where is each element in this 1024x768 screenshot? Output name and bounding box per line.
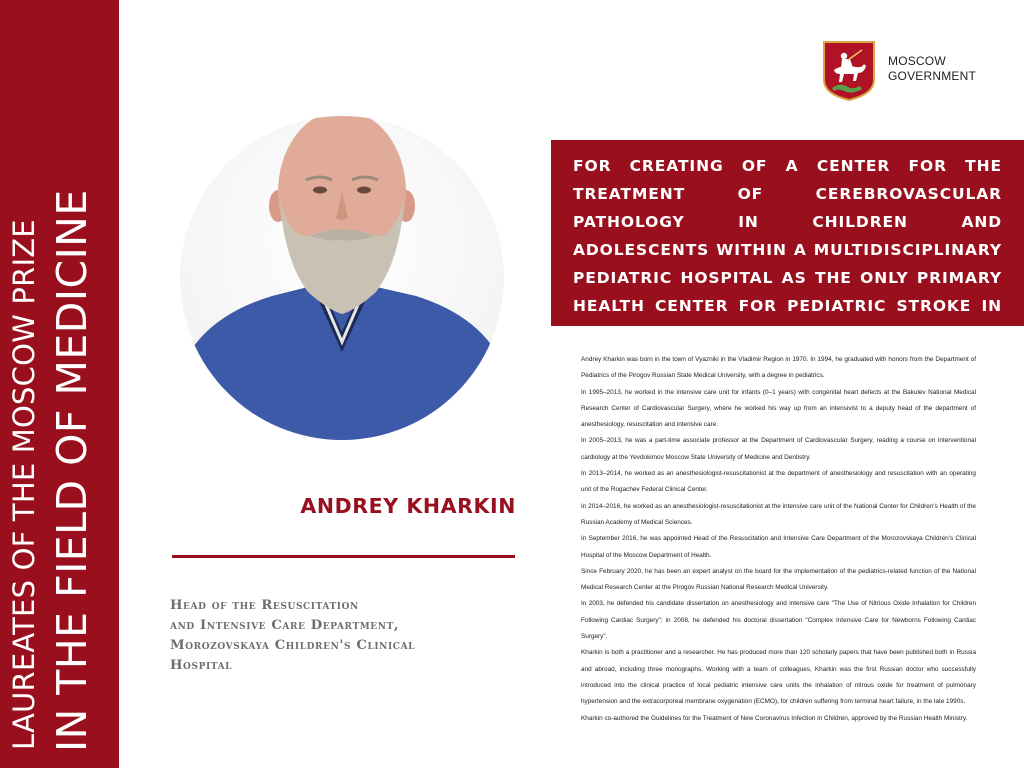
position-line: Head of the Resuscitation	[170, 598, 359, 613]
laureate-position	[170, 596, 520, 676]
side-banner	[0, 0, 119, 768]
name-divider	[172, 555, 515, 558]
position-line: Hospital	[170, 658, 233, 673]
laureate-portrait	[180, 110, 504, 440]
bio-paragraph: In September 2016, he was appointed Head of the Resuscitation and Intensive Care Department of the Morozovskaya Children's Clinical Hospital of the Moscow Department of Health.	[581, 535, 976, 559]
side-banner-line-2: IN THE FIELD OF MEDICINE	[48, 189, 96, 752]
bio-paragraph: Since February 2020, he has been an expert analyst on the board for the implementation of the pediatrics-related function of the National Medical Research Center at the Pirogov Russian National Research Medical University.	[581, 567, 976, 592]
side-banner-line-1: LAUREATES OF THE MOSCOW PRIZE	[7, 219, 41, 750]
moscow-coat-of-arms-icon	[822, 40, 876, 102]
bio-paragraph: In 1995–2013, he worked in the intensive care unit for infants (0–1 years) with congenital heart defects at the Bakulev National Medical Research Center of Cardiovascular Surgery, where he worked his way up from an intensivist to a deputy head of the department of anesthesiology, resuscitation and intensive care.	[581, 388, 976, 429]
bio-paragraph: In 2013–2014, he worked as an anesthesiologist-resuscitationist at the department of anesthesiology and resuscitation with an operating unit of the Rogachev Federal Clinical Center.	[581, 470, 976, 494]
position-line: Morozovskaya Children's Clinical	[170, 638, 416, 653]
bio-paragraph: Andrey Kharkin was born in the town of Vyazniki in the Vladimir Region in 1970. In 1994, he graduated with honors from the Department of Pediatrics of the Pirogov Russian State Medical University, with a degree in pediatrics.	[581, 356, 976, 380]
bio-paragraph: In 2014–2016, he worked as an anesthesiologist-resuscitationist at the intensive care unit of the National Center for Children's Health of the Russian Academy of Medical Sciences.	[581, 502, 976, 526]
moscow-government-logo	[822, 40, 982, 102]
laureate-name: ANDREY KHARKIN	[300, 494, 516, 518]
side-banner-text	[0, 0, 119, 768]
position-line: and Intensive Care Department,	[170, 618, 400, 633]
bio-paragraph: In 2005–2013, he was a part-time associate professor at the Department of Cardiovascular Surgery, reading a course on interventional cardiology at the Yevdokimov Moscow State University of Medicine and Dentistry.	[581, 437, 976, 461]
bio-paragraph: In 2003, he defended his candidate dissertation on anesthesiology and intensive care "The Use of Nitrious Oxide Inhalation for Children Following Cardiac Surgery"; in 2008, he defended his doctoral dissertation "Complex Intensive Care for Newborns Following Cardiac Surgery".	[581, 600, 976, 641]
bio-paragraph: Kharkin is both a practitioner and a researcher. He has produced more than 120 scholarly papers that have been published both in Russia and abroad, including three monographs. Working with a team of colleagues, Kharkin was the first Russian doctor who successfully introduced into the clinical practice of local pediatric intensive care units the inhalation of nitrous oxide for treatment of pulmonary hypertension and the extracorporeal membrane oxygenation (ECMO), for children suffering from terminal heart failure, in the late 1990s.	[581, 649, 976, 706]
logo-line-2: GOVERNMENT	[888, 69, 977, 83]
logo-text	[888, 54, 976, 84]
bio-paragraph: Kharkin co-authored the Guidelines for the Treatment of New Coronavirus Infection in Children, approved by the Russian Health Ministry.	[581, 714, 968, 722]
biography	[581, 352, 976, 727]
award-banner	[551, 140, 1024, 343]
logo-line-1: MOSCOW	[888, 54, 946, 68]
award-description: FOR CREATING OF A CENTER FOR THE TREATMENT OF CEREBROVASCULAR PATHOLOGY IN CHILDREN AND ADOLESCENTS WITHIN A MULTIDISCIPLINARY PEDIATRIC HOSPITAL AS THE ONLY PRIMARY HEALTH CENTER FOR PEDIATRIC STROKE IN RUSSIA	[573, 157, 1002, 343]
